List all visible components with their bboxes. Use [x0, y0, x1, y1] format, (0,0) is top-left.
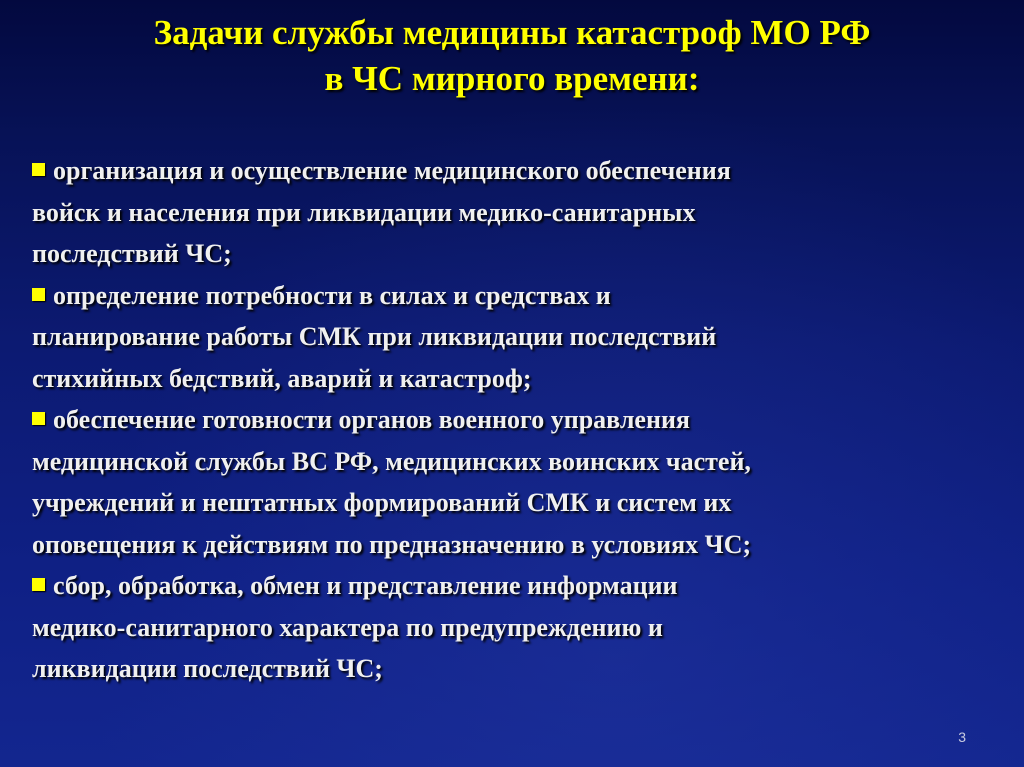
list-item-line: стихийных бедствий, аварий и катастроф;: [32, 363, 532, 393]
list-item-line: ликвидации последствий ЧС;: [32, 654, 383, 683]
list-item: [32, 275, 972, 400]
square-bullet-icon: [32, 412, 45, 425]
list-item-line: планирование работы СМК при ликвидации последствий: [32, 322, 717, 351]
list-item: [32, 150, 972, 275]
title-line-1: Задачи службы медицины катастроф МО РФ: [153, 13, 871, 52]
list-item: [32, 565, 972, 690]
list-item-line: медицинской службы ВС РФ, медицинских воинских частей,: [32, 446, 751, 476]
list-item-line: определение потребности в силах и средствах и: [32, 275, 972, 317]
page-number: 3: [958, 729, 966, 745]
square-bullet-icon: [32, 578, 45, 591]
list-item-line: оповещения к действиям по предназначению в условиях ЧС;: [32, 529, 752, 559]
list-item-line: обеспечение готовности органов военного управления: [32, 399, 972, 441]
list-item-line: организация и осуществление медицинского обеспечения: [32, 150, 972, 192]
bullet-list: [32, 150, 972, 690]
square-bullet-icon: [32, 288, 45, 301]
list-item-line: сбор, обработка, обмен и представление информации: [32, 565, 972, 607]
list-item-line: войск и населения при ликвидации медико-санитарных: [32, 197, 696, 227]
title-line-2: в ЧС мирного времени:: [324, 59, 700, 98]
list-item-line: медико-санитарного характера по предупреждению и: [32, 612, 663, 642]
list-item: [32, 399, 972, 565]
list-item-line: последствий ЧС;: [32, 239, 232, 268]
slide-title: [30, 10, 994, 102]
list-item-line: учреждений и нештатных формирований СМК и систем их: [32, 488, 732, 517]
square-bullet-icon: [32, 163, 45, 176]
